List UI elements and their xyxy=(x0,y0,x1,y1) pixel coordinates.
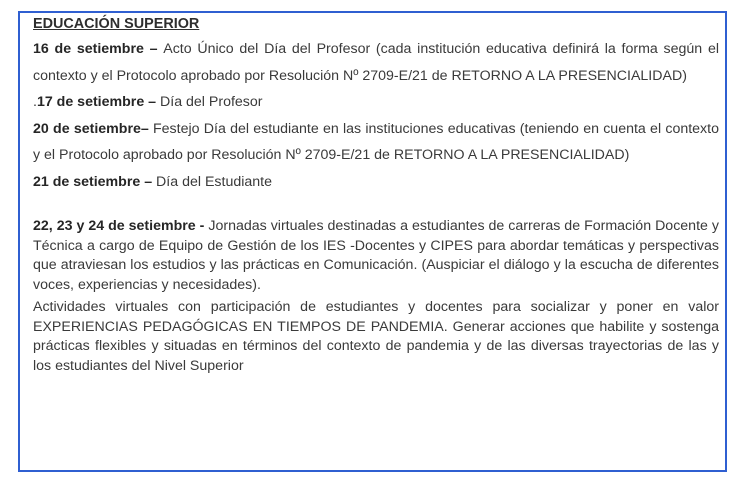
entry-separator: – xyxy=(144,94,160,110)
entry-text: Jornadas virtuales destinadas a estudiantes de carreras de Formación Docente y Técnica a cargo de Equipo de Gestión de los IES -Docentes y CIPES para abordar temáticas y perspectivas que atraviesan los estudios y las prácticas en Comunicación. (Auspiciar el diálogo y la escucha de diferentes voces, experiencias y necesidades). xyxy=(33,218,719,293)
section-title: EDUCACIÓN SUPERIOR xyxy=(33,16,200,32)
entry-text: Festejo Día del estudiante en las instituciones educativas (teniendo en cuenta el contexto y el Protocolo aprobado por Resolución Nº 2709-E/21 de RETORNO A LA PRESENCIALIDAD) xyxy=(33,120,719,163)
entry-text: Día del Profesor xyxy=(160,94,263,110)
entry-prefix: . xyxy=(33,94,37,110)
entry-text: Día del Estudiante xyxy=(156,173,272,190)
closing-paragraph: Actividades virtuales con participación de estudiantes y docentes para socializar y poner en valor EXPERIENCIAS PEDAGÓGICAS EN TIEMPOS DE PANDEMIA. Generar acciones que habilite y sostenga prácticas flexibles y situadas en términos del contexto de pandemia y de las diversas trayectorias de las y los estudiantes del Nivel Superior xyxy=(33,299,719,374)
entry-date: 21 de setiembre xyxy=(33,173,141,190)
entry-text: Acto Único del Día del Profesor (cada institución educativa definirá la forma según el contexto y el Protocolo aprobado por Resolución Nº 2709-E/21 de RETORNO A LA PRESENCIALIDAD) xyxy=(33,41,719,84)
entry-16-setiembre xyxy=(33,36,719,89)
entry-17-setiembre xyxy=(33,89,719,116)
entry-20-setiembre xyxy=(33,116,719,169)
entry-date: 17 de setiembre xyxy=(36,94,145,110)
entry-22-24-setiembre xyxy=(33,217,719,295)
entry-date: 22, 23 y 24 de setiembre xyxy=(33,218,196,234)
entry-separator: – xyxy=(143,41,164,57)
entry-separator: - xyxy=(195,218,209,234)
entry-21-setiembre xyxy=(33,169,719,196)
spacer xyxy=(33,195,719,217)
entry-date: 16 de setiembre xyxy=(33,41,144,57)
document-body xyxy=(33,12,719,376)
entry-date: 20 de setiembre xyxy=(33,120,141,137)
entry-separator: – xyxy=(140,173,157,190)
entry-separator: – xyxy=(140,120,153,137)
